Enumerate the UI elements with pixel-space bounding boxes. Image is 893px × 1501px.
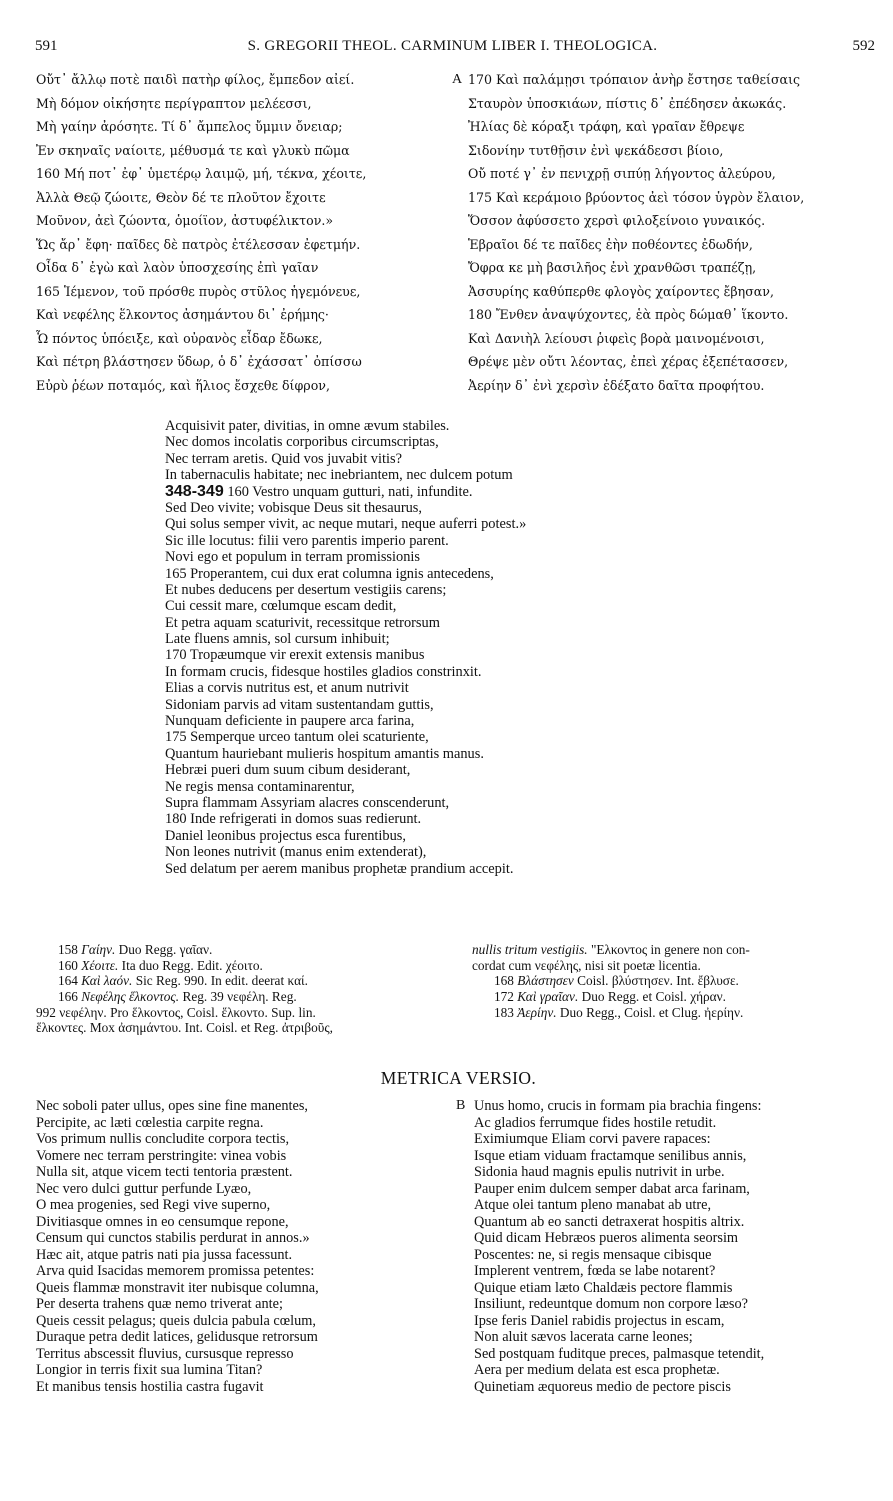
footnote-text: Duo Regg. et Coisl. χήραν. xyxy=(578,989,726,1005)
greek-verse-line: Μὴ γαίην ἀρόσητε. Τί δ᾽ ἄμπελος ὔμμιν ὄνειαρ; xyxy=(36,119,343,134)
latin-prose-line: Late fluens amnis, sol cursum inhibuit; xyxy=(165,631,390,648)
footnote-lemma: Βλάστησεν xyxy=(517,973,574,989)
footnote-number: 158 xyxy=(58,942,78,957)
latin-prose-line: Qui solus semper vivit, ac neque mutari, neque auferri potest.» xyxy=(165,516,527,533)
metrical-verse-line: Quid dicam Hebræos pueros alimenta seorsim xyxy=(474,1230,739,1246)
footnote-line xyxy=(36,1005,456,1021)
footnote-line xyxy=(36,989,456,1005)
greek-verse-line: Ἠλίας δὲ κόραξι τράφη, καὶ γραῖαν ἔθρεψε xyxy=(468,119,745,134)
metrical-verse-line: Implerent ventrem, fœda se labe notarent? xyxy=(474,1263,716,1279)
greek-verse-line: Καὶ πέτρη βλάστησεν ὕδωρ, ὁ δ᾽ ἐχάσσατ᾽ ὀπίσσω xyxy=(36,354,362,369)
metrical-verse-line: Insiliunt, redeuntque domum non corpore læso? xyxy=(474,1296,748,1312)
greek-verse-line: Σιδονίην τυτθῇσιν ἐνὶ ψεκάδεσσι βίοιο, xyxy=(468,142,724,158)
page-number-right: 592 xyxy=(852,38,875,54)
greek-verse-line: Ὧ πόντος ὑπόειξε, καὶ οὐρανὸς εἶδαρ ἔδωκε, xyxy=(36,330,323,346)
footnote-number: 168 xyxy=(494,973,514,989)
metrical-verse-line: Vomere nec terram perstringite: vinea vobis xyxy=(36,1147,287,1164)
footnote-line xyxy=(472,989,882,1005)
footnote-lemma: Νεφέλης ἕλκοντος. xyxy=(81,989,180,1005)
metrical-verse-line: Queis flammæ monstravit iter nubisque columna, xyxy=(36,1279,319,1296)
footnote-text: Duo Regg., Coisl. et Clug. ἠερίην. xyxy=(556,1004,744,1020)
greek-verse-line: Ὄφρα κε μὴ βασιλῆος ἐνὶ χρανθῶσι τραπέζῃ, xyxy=(468,260,757,275)
latin-prose-line: 175 Semperque urceo tantum olei scaturiente, xyxy=(165,729,429,746)
page-number-left: 591 xyxy=(35,38,58,54)
running-header xyxy=(30,38,875,62)
greek-verse-line: 180 Ἔνθεν ἀναψύχοντες, ἑὰ πρὸς δώμαθ᾽ ἵκοντο. xyxy=(468,307,789,322)
latin-prose-line-with-page-ref xyxy=(165,484,725,500)
latin-prose-line: Non leones nutrivit (manus enim extenderat), xyxy=(165,844,427,861)
metrical-verse-line: Nec vero dulci guttur perfunde Lyæo, xyxy=(36,1180,252,1197)
latin-prose-line-text: 160 Vestro unquam gutturi, nati, infundite. xyxy=(223,483,473,500)
footnote-line xyxy=(472,942,882,958)
greek-verse-line: Εὐρὺ ῥέων ποταμός, καὶ ἥλιος ἔσχεθε δίφρον, xyxy=(36,377,330,393)
latin-prose-line: 180 Inde refrigerati in domos suas redierunt. xyxy=(165,811,422,828)
metrical-verse-line: Vos primum nullis concludite corpora tectis, xyxy=(36,1131,290,1147)
metrical-verse-line: Pauper enim dulcem semper dabat arca farinam, xyxy=(474,1180,750,1197)
latin-prose-line: Daniel leonibus projectus esca furentibus, xyxy=(165,827,406,844)
footnote-lemma: Χέοιτε. xyxy=(81,957,119,973)
footnote-number: 164 xyxy=(58,973,78,989)
latin-prose-line: Sed delatum per aerem manibus prophetæ prandium accepit. xyxy=(165,860,514,877)
metrical-verse-line: Queis cessit pelagus; queis dulcia pabula cœlum, xyxy=(36,1312,316,1329)
metrical-verse-line: Quique etiam læto Chaldæis pectore flammis xyxy=(474,1279,733,1296)
latin-prose-line: Novi ego et populum in terram promissionis xyxy=(165,549,421,566)
latin-prose-translation xyxy=(165,418,725,877)
latin-prose-line: Nunquam deficiente in paupere arca farina, xyxy=(165,713,415,730)
metrical-verse-line: Ipse feris Daniel rabidis projectus in escam, xyxy=(474,1312,725,1329)
latin-prose-line: Quantum hauriebant mulieris hospitum amantis manus. xyxy=(165,745,484,762)
greek-text-left-column xyxy=(36,68,452,397)
greek-verse-line: 170 Καὶ παλάμῃσι τρόπαιον ἀνὴρ ἔστησε ταθείσαις xyxy=(468,72,801,87)
footnote-line xyxy=(36,973,456,989)
greek-verse-line: 165 Ἱέμενον, τοῦ πρόσθε πυρὸς στῦλος ἡγεμόνευε, xyxy=(36,283,361,299)
footnote-line xyxy=(472,973,882,989)
metrical-verse-line: Sed postquam fuditque preces, palmasque tetendit, xyxy=(474,1345,765,1362)
metrical-verse-line: Non aluit sævos lacerata carne leones; xyxy=(474,1329,693,1345)
latin-prose-line: Nec terram aretis. Quid vos juvabit vitis? xyxy=(165,450,402,467)
footnote-lemma: nullis tritum vestigiis. xyxy=(472,942,588,957)
footnote-line xyxy=(36,958,456,974)
footnote-lemma: Γαίην. xyxy=(81,942,116,957)
greek-text-right-column xyxy=(468,68,878,397)
greek-verse-line: Μὴ δόμον οἰκήσητε περίγραπτον μελέεσσι, xyxy=(36,95,312,111)
section-title: METRICA VERSIO. xyxy=(380,1068,537,1088)
greek-verse-line: Καὶ νεφέλης ἕλκοντος ἀσημάντου δι᾽ ἐρήμης· xyxy=(36,307,329,322)
metrical-verse-line: Censum qui cunctos stabilis perdurat in annos.» xyxy=(36,1230,310,1246)
marginal-letter-b: B xyxy=(456,1098,466,1113)
greek-verse-line: Θρέψε μὲν οὔτι λέοντας, ἐπεὶ χέρας ἐξεπέτασσεν, xyxy=(468,354,789,369)
footnote-text: Sic Reg. 990. In edit. deerat καί. xyxy=(132,973,308,989)
metrical-verse-line: Aera per medium delata est esca prophetæ. xyxy=(474,1362,720,1378)
latin-prose-line: Et nubes deducens per desertum vestigiis carens; xyxy=(165,581,447,598)
latin-prose-line: Sic ille locutus: filii vero parentis imperio parent. xyxy=(165,532,449,549)
metrical-verse-line: O mea progenies, sed Regi vive superno, xyxy=(36,1197,271,1213)
greek-verse-line: Ἀερίην δ᾽ ἐνὶ χερσὶν ἐδέξατο δαῖτα προφήτου. xyxy=(468,377,765,393)
metrical-verse-line: Ac gladios ferrumque fides hostile retudit. xyxy=(474,1114,717,1131)
footnote-number: 183 xyxy=(494,1004,514,1020)
greek-verse-line: Καὶ Δανιὴλ λείουσι ῥιφεὶς βορὰ μαινομένοισι, xyxy=(468,330,765,346)
metrical-verse-line: Isque etiam viduam fractamque senilibus annis, xyxy=(474,1147,747,1164)
greek-verse-line: 160 Μή ποτ᾽ ἐφ᾽ ὑμετέρῳ λαιμῷ, μή, τέκνα, χέοιτε, xyxy=(36,166,367,181)
footnote-lemma: Καὶ λαόν. xyxy=(81,973,133,989)
metrica-versio-left-column xyxy=(36,1098,456,1395)
metrical-verse-line: Longior in terris fixit sua lumina Titan? xyxy=(36,1362,263,1378)
metrical-verse-line: Nec soboli pater ullus, opes sine fine manentes, xyxy=(36,1098,308,1114)
metrical-verse-line: Arva quid Isacidas memorem promissa petentes: xyxy=(36,1263,315,1279)
greek-verse-line: Οὔτ᾽ ἄλλῳ ποτὲ παιδὶ πατὴρ φίλος, ἔμπεδον αἰεί. xyxy=(36,72,355,87)
metrical-verse-line: Sidonia haud magnis epulis nutrivit in urbe. xyxy=(474,1164,725,1180)
footnote-text: 992 νεφέλην. Pro ἕλκοντος, Coisl. ἕλκοντο. Sup. lin. xyxy=(36,1004,316,1020)
metrical-verse-line: Nulla sit, atque vicem tecti tentoria præstent. xyxy=(36,1164,293,1180)
footnote-text: "Ελκοντος in genere non con- xyxy=(587,942,750,957)
metrical-verse-line: Poscentes: ne, si regis mensaque cibisque xyxy=(474,1246,712,1263)
greek-verse-line: Ἀσσυρίης καθύπερθε φλογὸς χαίροντες ἔβησαν, xyxy=(468,283,774,299)
latin-prose-line: Acquisivit pater, divitias, in omne ævum stabiles. xyxy=(165,418,450,434)
latin-prose-line: In formam crucis, fidesque hostiles gladios constrinxit. xyxy=(165,663,482,680)
latin-prose-line: Supra flammam Assyriam alacres conscenderunt, xyxy=(165,794,450,811)
latin-prose-line: Hebræi pueri dum suum cibum desiderant, xyxy=(165,762,411,779)
footnote-line xyxy=(36,942,456,958)
footnote-number: 160 xyxy=(58,957,78,973)
metrical-verse-line: Percipite, ac læti cœlestia carpite regna. xyxy=(36,1114,264,1131)
greek-verse-line: Οὔ ποτέ γ᾽ ἐν πενιχρῇ σιπύῃ λήγοντος ἀλεύρου, xyxy=(468,166,776,181)
greek-verse-line: Οἶδα δ᾽ ἐγὼ καὶ λαὸν ὑποσχεσίης ἐπὶ γαῖαν xyxy=(36,260,319,275)
latin-prose-line: Elias a corvis nutritus est, et anum nutrivit xyxy=(165,680,409,697)
metrical-verse-line: Territus abscessit fluvius, cursusque represso xyxy=(36,1345,294,1362)
latin-prose-line: Sed Deo vivite; vobisque Deus sit thesaurus, xyxy=(165,499,423,516)
running-title: S. GREGORII THEOL. CARMINUM LIBER I. THEOLOGICA. xyxy=(247,38,658,54)
metrical-verse-line: Atque olei tantum pleno manabat ab utre, xyxy=(474,1197,712,1213)
greek-verse-line: Ὅσσον ἀφύσσετο χερσὶ φιλοξείνοιο γυναικός. xyxy=(468,213,766,228)
footnote-line xyxy=(472,958,882,974)
greek-verse-line: Ἑβραῖοι δέ τε παῖδες ἐὴν ποθέοντες ἐδωδήν, xyxy=(468,236,753,252)
footnote-line xyxy=(36,1020,456,1036)
footnote-text: Coisl. βλύστησεν. Int. ἔβλυσε. xyxy=(573,973,739,989)
footnotes-left-column xyxy=(36,942,456,1036)
footnote-text: Duo Regg. γαῖαν. xyxy=(115,942,213,957)
footnote-text: cordat cum νεφέλης, nisi sit poetæ licentia. xyxy=(472,957,701,973)
metrica-versio-right-column xyxy=(474,1098,884,1395)
greek-verse-line: Μοῦνον, ἀεὶ ζώοντα, ὁμοίϊον, ἀστυφέλικτον.» xyxy=(36,213,334,228)
metrical-verse-line: Divitiasque omnes in eo censumque repone, xyxy=(36,1213,289,1230)
latin-prose-line: Sidoniam parvis ad vitam sustentandam guttis, xyxy=(165,696,434,713)
greek-verse-line: Ὥς ἄρ᾽ ἔφη· παῖδες δὲ πατρὸς ἐτέλεσσαν ἐφετμήν. xyxy=(36,236,361,252)
metrical-verse-line: Duraque petra dedit latices, gelidusque retrorsum xyxy=(36,1329,318,1345)
footnote-text: Ita duo Regg. Edit. χέοιτο. xyxy=(118,957,263,973)
metrical-verse-line: Hæc ait, atque patris nati pia jussa facessunt. xyxy=(36,1246,293,1263)
footnote-text: ἕλκοντες. Mox ἀσημάντου. Int. Coisl. et Reg. ἀτριβοῦς, xyxy=(36,1020,333,1036)
latin-prose-line: Ne regis mensa contaminarentur, xyxy=(165,778,355,795)
marginal-letter-a: A xyxy=(452,72,463,87)
footnote-lemma: Ἀερίην. xyxy=(517,1004,557,1020)
metrical-verse-line: Per deserta trahens quæ nemo triverat ante; xyxy=(36,1296,283,1312)
metrical-verse-line: Unus homo, crucis in formam pia brachia fingens: xyxy=(474,1098,762,1114)
greek-verse-line: Σταυρὸν ὑποσκιάων, πίστις δ᾽ ἐπέδησεν ἀκωκάς. xyxy=(468,95,787,111)
metrical-verse-line: Eximiumque Eliam corvi pavere rapaces: xyxy=(474,1131,711,1147)
latin-prose-line: Nec domos incolatis corporibus circumscriptas, xyxy=(165,434,439,451)
greek-verse-line: 175 Καὶ κεράμοιο βρύοντος ἀεὶ τόσον ὑγρὸν ἔλαιον, xyxy=(468,189,805,205)
latin-prose-line: In tabernaculis habitate; nec inebriantem, nec dulcem potum xyxy=(165,467,513,484)
metrical-verse-line: Quantum ab eo sancti detraxerat hospitis altrix. xyxy=(474,1213,745,1230)
greek-verse-line: Ἐν σκηναῖς ναίοιτε, μέθυσμά τε καὶ γλυκὺ πῶμα xyxy=(36,142,350,158)
latin-prose-line: 170 Tropæumque vir erexit extensis manibus xyxy=(165,647,425,664)
latin-prose-line: Et petra aquam scaturivit, recessitque retrorsum xyxy=(165,614,440,631)
footnote-number: 166 xyxy=(58,989,78,1005)
footnotes-right-column xyxy=(472,942,882,1020)
migne-column-reference: 348-349 xyxy=(165,482,224,500)
metrical-verse-line: Quinetiam æquoreus medio de pectore piscis xyxy=(474,1378,731,1395)
footnote-line xyxy=(472,1005,882,1021)
footnote-lemma: Καὶ γραῖαν. xyxy=(517,989,579,1005)
latin-prose-line: 165 Properantem, cui dux erat columna ignis antecedens, xyxy=(165,565,494,582)
latin-prose-line: Cui cessit mare, cœlumque escam dedit, xyxy=(165,598,397,615)
metrical-verse-line: Et manibus tensis hostilia castra fugavit xyxy=(36,1378,264,1395)
greek-verse-line: Ἀλλὰ Θεῷ ζώοιτε, Θεὸν δέ τε πλοῦτον ἔχοιτε xyxy=(36,189,326,205)
footnote-number: 172 xyxy=(494,989,514,1005)
footnote-text: Reg. 39 νεφέλη. Reg. xyxy=(179,989,297,1005)
